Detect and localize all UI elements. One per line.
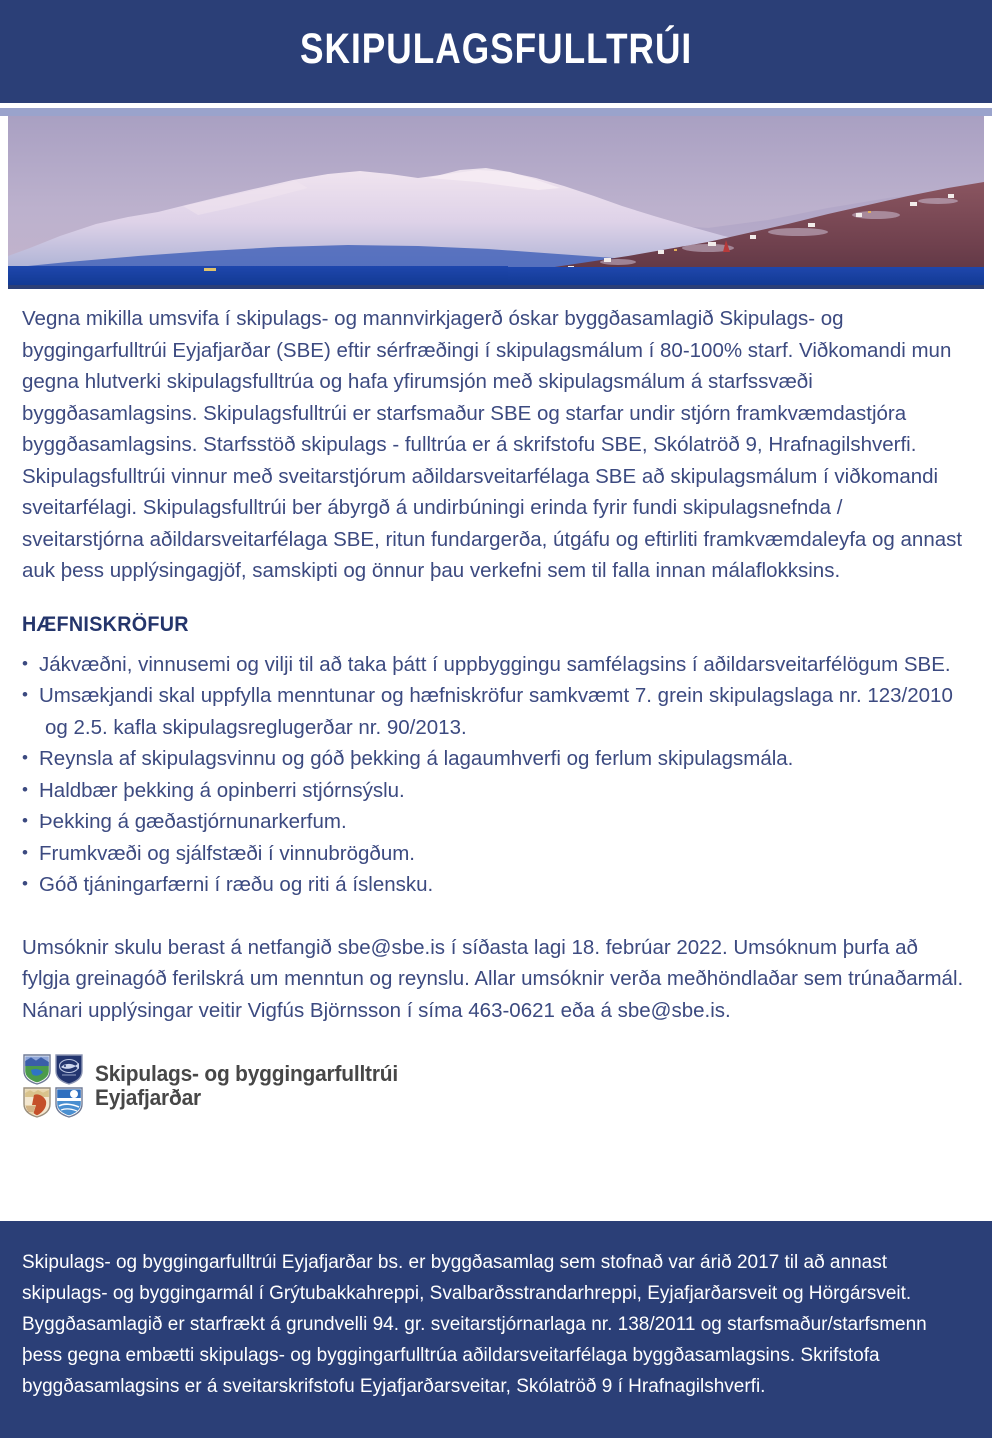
logo-line-1: Skipulags- og byggingarfulltrúi — [95, 1061, 398, 1086]
crest-eyjafjardarsveit-icon — [22, 1087, 52, 1118]
header-accent-strip — [0, 108, 992, 116]
intro-paragraph: Vegna mikilla umsvifa í skipulags- og mannvirkjagerð óskar byggðasamlagið Skipulags- og byggingarfulltrúi Eyjafjarðar (SBE) eftir sérfræðingi í skipulagsmálum í 80-100% starf. Viðkomandi mun gegna hlutverki skipulagsfulltrúa og hafa yfirumsjón með skipulagsmálum á starfssvæði byggðasamlagsins. Skipulagsfulltrúi er starfsmaður SBE og starfar undir stjórn framkvæmdastjóra byggðasamlagsins. Starfsstöð skipulags - fulltrúa er á skrifstofu SBE, Skólatröð 9, Hrafnagilshverfi. — [22, 307, 952, 456]
duties-paragraph: Skipulagsfulltrúi vinnur með sveitarstjórum aðildarsveitarfélaga SBE að skipulagsmálum í viðkomandi sveitarfélagi. Skipulagsfulltrúi ber ábyrgð á undirbúningi erinda fyrir fundi skipulagsnefnda / sveitarstjórna aðildarsveitarfélaga SBE, ritun fundargerða, útgáfu og eftirliti framkvæmdaleyfa og annast auk þess upplýsingagjöf, samskipti og önnur þau verkefni sem til falla innan málaflokksins. — [22, 464, 963, 582]
page-header — [0, 0, 992, 103]
photo-illustration — [8, 116, 984, 285]
footer-description: Skipulags- og byggingarfulltrúi Eyjafjarðar bs. er byggðasamlag sem stofnað var árið 2017 til að annast skipulags- og byggingarmál í Grýtubakkahreppi, Svalbarðsstrandarhreppi, Eyjafjarðarsveit og Hörgársveit. Byggðasamlagið er starfrækt á grundvelli 94. gr. sveitarstjórnarlaga nr. 138/2011 og starfsmaður/starfsmenn þess gegna embætti skipulags- og byggingarfulltrúa aðildarsveitarfélaga byggðasamlagsins. Skrifstofa byggðasamlagsins er á sveitarskrifstofu Eyjafjarðarsveitar, Skólatröð 9 í Hrafnagilshverfi. — [22, 1252, 927, 1397]
requirement-text: Reynsla af skipulagsvinnu og góð þekking á lagaumhverfi og ferlum skipulagsmála. — [39, 747, 794, 770]
list-item — [22, 775, 970, 807]
organisation-logo — [22, 1054, 970, 1118]
requirements-list — [22, 649, 970, 901]
list-item — [22, 806, 970, 838]
requirement-text: Góð tjáningarfærni í ræðu og riti á íslensku. — [39, 873, 434, 896]
list-item — [22, 680, 970, 743]
eyjafjordur-mountain-fjord-photo — [8, 116, 984, 285]
requirement-text: Þekking á gæðastjórnunarkerfum. — [39, 810, 347, 833]
logo-text — [95, 1062, 414, 1110]
requirement-text: Jákvæðni, vinnusemi og vilji til að taka þátt í uppbyggingu samfélagsins í aðildarsveitarfélögum SBE. — [39, 652, 951, 676]
crest-svalbardsstrandarhreppur-icon — [54, 1054, 84, 1085]
requirements-heading: HÆFNISKRÖFUR — [22, 612, 189, 636]
requirement-continuation: og 2.5. kafla skipulagsreglugerðar nr. 90/2013. — [45, 715, 467, 739]
application-paragraph: Umsóknir skulu berast á netfangið sbe@sbe.is í síðasta lagi 18. febrúar 2022. Umsóknum þurfa að fylgja greinagóð ferilskrá um menntun og reynslu. Allar umsóknir verða meðhöndlaðar sem trúnaðarmál. Nánari upplýsingar veitir Vigfús Björnsson í síma 463-0621 eða á sbe@sbe.is. — [22, 935, 964, 1022]
list-item — [22, 649, 970, 681]
list-item — [22, 838, 970, 870]
requirement-text: Haldbær þekking á opinberri stjórnsýslu. — [39, 778, 405, 802]
requirement-text: Frumkvæði og sjálfstæði í vinnubrögðum. — [39, 841, 415, 865]
crest-grytubakkahreppur-icon — [22, 1054, 52, 1085]
list-item — [22, 869, 970, 901]
crest-horgarsveit-icon — [54, 1087, 84, 1118]
page-title: SKIPULAGSFULLTRÚI — [299, 25, 693, 73]
requirement-text: Umsækjandi skal uppfylla menntunar og hæfniskröfur samkvæmt 7. grein skipulagslaga nr. 123/2010 — [39, 684, 953, 707]
crest-grid — [22, 1054, 84, 1118]
logo-line-2: Eyjafjarðar — [95, 1085, 201, 1110]
list-item — [22, 743, 970, 775]
main-content — [0, 289, 992, 1118]
page-footer — [0, 1221, 992, 1438]
